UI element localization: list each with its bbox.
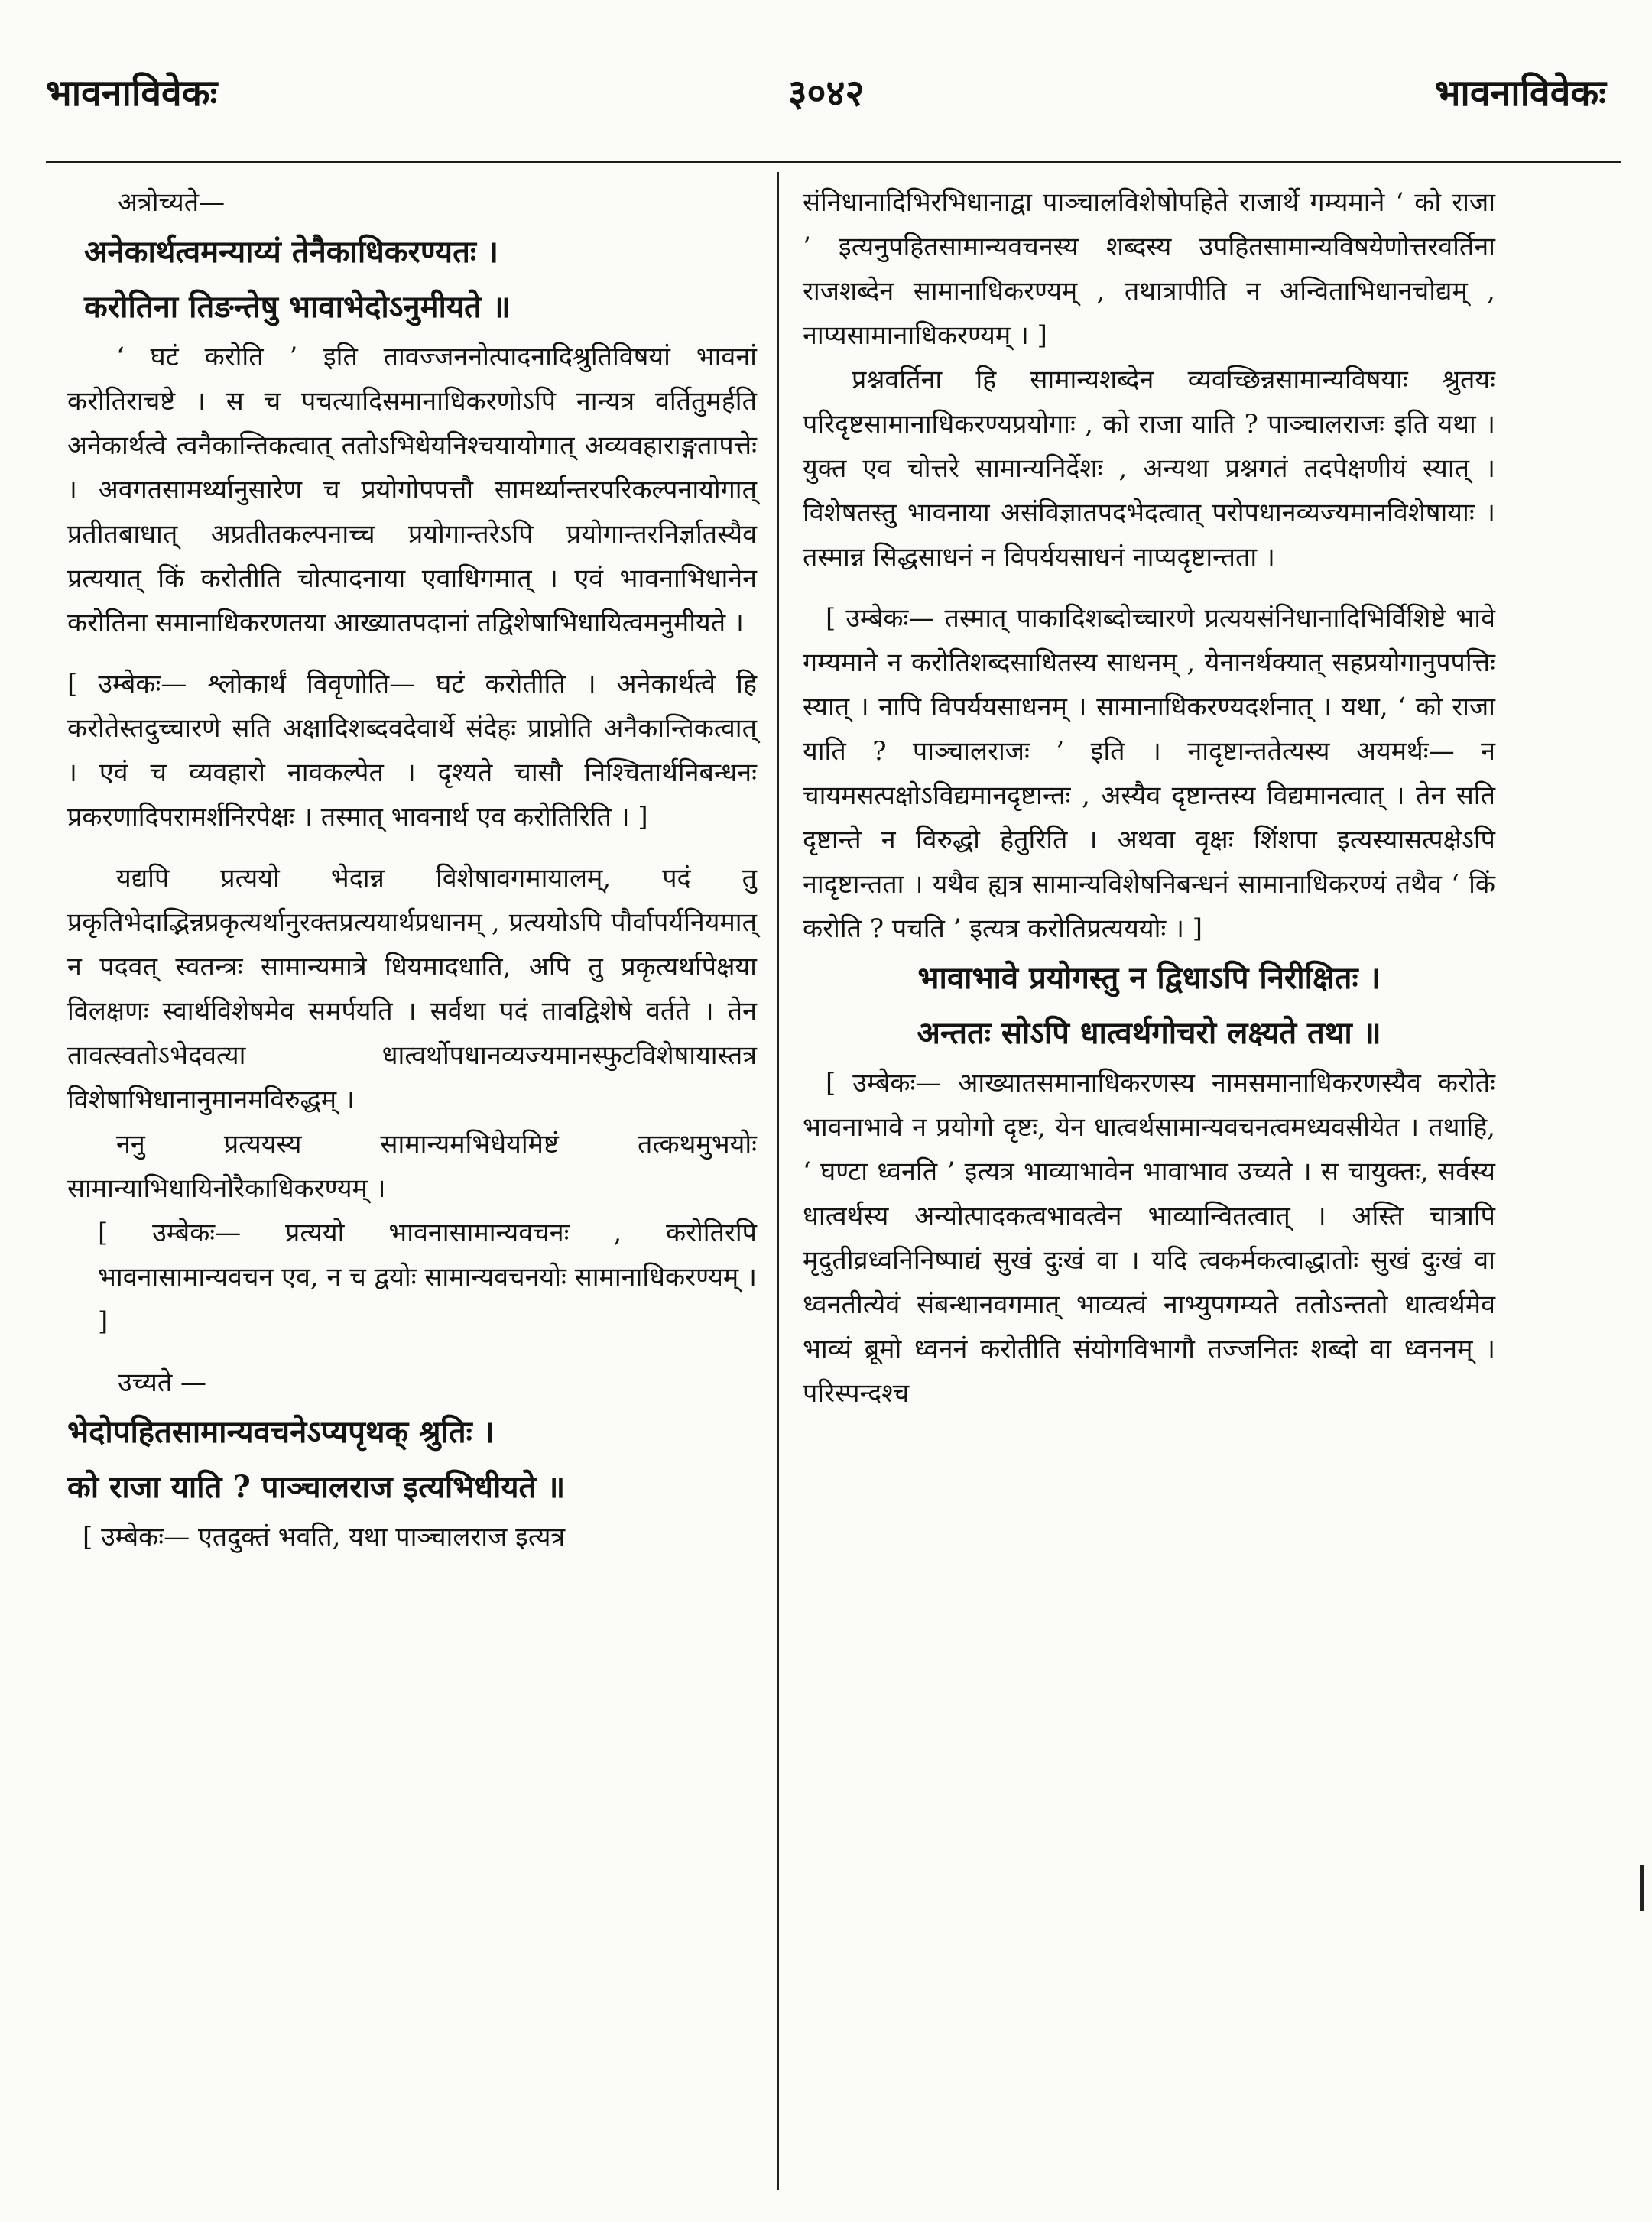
page-number: ३०४२ — [787, 72, 865, 115]
commentary-paragraph: [ उम्बेकः— श्लोकार्थं विवृणोति— घटं करोतीति । अनेकार्थत्वे हि करोतेस्तदुच्चारणे सति अक्षादिशब्दवदेवार्थे संदेहः प्राप्नोति अनैकान्तिकत्वात् । एवं च व्यवहारो नावकल्पेत । दृश्यते चासौ निश्चितार्थनिबन्धनः प्रकरणादिपरामर्शनिरपेक्षः । तस्मात् भावनार्थ एव करोतिरिति । ] — [67, 669, 757, 832]
body-paragraph: यद्यपि प्रत्ययो भेदान्न विशेषावगमायालम्, पदं तु प्रकृतिभेदाद्भिन्नप्रकृत्यर्थानुरक्तप्रत्ययार्थप्रधानम् , प्रत्ययोऽपि पौर्वापर्यनियमात् न पदवत् स्वतन्त्रः सामान्यमात्रे धियमादधाति, अपि तु प्रकृत्यर्थापेक्षया विलक्षणः स्वार्थविशेषमेव समर्पयति । सर्वथा पदं तावद्विशेषे वर्तते । तेन तावत्स्वतोऽभेदवत्या धात्वर्थोपधानव्यज्यमानस्फुटविशेषायास्तत्र विशेषाभिधानानुमानमविरुद्धम् । — [67, 863, 757, 1115]
running-head-left: भावनाविवेकः — [46, 72, 218, 115]
body-paragraph: संनिधानादिभिरभिधानाद्वा पाञ्चालविशेषोपहिते राजार्थे गम्यमाने ‘ को राजा ’ इत्यनुपहितसामान्यवचनस्य शब्दस्य उपहितसामान्यविषयेणोत्तरवर्तिना राजशब्देन सामानाधिकरण्यम् , तथात्रापीति न अन्विताभिधानचोद्यम् , नाप्यसामानाधिकरण्यम् । ] — [803, 187, 1495, 351]
left-column — [67, 180, 757, 1559]
column-divider — [777, 172, 779, 2190]
section-label: उच्यते — — [118, 1367, 207, 1398]
verse-line: को राजा याति ? पाञ्चालराज इत्यभिधीयते ॥ — [67, 1469, 566, 1505]
header-rule — [46, 161, 1621, 163]
commentary-paragraph: [ उम्बेकः— प्रत्ययो भावनासामान्यवचनः , करोतिरपि भावनासामान्यवचन एव, न च द्वयोः सामान्यवचनयोः सामानाधिकरण्यम् । ] — [98, 1218, 757, 1337]
verse-line: भेदोपहितसामान्यवचनेऽप्यपृथक् श्रुतिः । — [67, 1414, 495, 1450]
body-paragraph: प्रश्नवर्तिना हि सामान्यशब्देन व्यवच्छिन्नसामान्यविषयाः श्रुतयः परिदृष्टसामानाधिकरण्यप्रयोगाः , को राजा याति ? पाञ्चालराजः इति यथा । युक्त एव चोत्तरे सामान्यनिर्देशः , अन्यथा प्रश्नगतं तदपेक्षणीयं स्यात् । विशेषतस्तु भावनाया असंविज्ञातपदभेदत्वात् परोपधानव्यज्यमानविशेषायाः । तस्मान्न सिद्धसाधनं न विपर्ययसाधनं नाप्यदृष्टान्तता । — [803, 365, 1495, 573]
commentary-paragraph: [ उम्बेकः— तस्मात् पाकादिशब्दोच्चारणे प्रत्ययसंनिधानादिभिर्विशिष्टे भावे गम्यमाने न करोतिशब्दसाधितस्य साधनम् , येनानर्थक्यात् सहप्रयोगानुपपत्तिः स्यात् । नापि विपर्ययसाधनम् । सामानाधिकरण्यदर्शनात् । यथा, ‘ को राजा याति ? पाञ्चालराजः ’ इति । नादृष्टान्ततेत्यस्य अयमर्थः— न चायमसत्पक्षोऽविद्यमानदृष्टान्तः , अस्यैव दृष्टान्तस्य विद्यमानत्वात् । तेन सति दृष्टान्ते न विरुद्धो हेतुरिति । अथवा वृक्षः शिंशपा इत्यस्यासत्पक्षेऽपि नादृष्टान्तता । यथैव ह्यत्र सामान्यविशेषनिबन्धनं सामानाधिकरण्यं तथैव ‘ किं करोति ? पचति ’ इत्यत्र करोतिप्रत्यययोः । ] — [803, 603, 1495, 944]
verse-line: अनेकार्थत्वमन्याय्यं तेनैकाधिकरण्यतः । — [84, 234, 499, 270]
verse-line: करोतिना तिङन्तेषु भावाभेदोऽनुमीयते ॥ — [84, 289, 511, 325]
commentary-paragraph: [ उम्बेकः— आख्यातसमानाधिकरणस्य नामसमानाधिकरणस्यैव करोतेः भावनाभावे न प्रयोगो दृष्टः, येन धात्वर्थसामान्यवचनत्वमध्यवसीयेत । तथाहि, ‘ घण्टा ध्वनति ’ इत्यत्र भाव्याभावेन भावाभाव उच्यते । स चायुक्तः, सर्वस्य धात्वर्थस्य अन्योत्पादकत्वभावत्वेन भाव्यान्वितत्वात् । अस्ति चात्रापि मृदुतीव्रध्वनिनिष्पाद्यं सुखं दुःखं वा । यदि त्वकर्मकत्वाद्धातोः सुखं दुःखं वा ध्वनतीत्येवं संबन्धानवगमात् भाव्यत्वं नाभ्युपगम्यते ततोऽन्ततो धात्वर्थमेव भाव्यं ब्रूमो ध्वननं करोतीति संयोगविभागौ तज्जनितः शब्दो वा ध्वननम् । परिस्पन्दश्च — [803, 1068, 1495, 1409]
verse-line: अन्ततः सोऽपि धात्वर्थगोचरो लक्ष्यते तथा ॥ — [917, 1015, 1381, 1051]
verse-line: भावाभावे प्रयोगस्तु न द्विधाऽपि निरीक्षितः । — [917, 960, 1381, 996]
body-paragraph: ननु प्रत्ययस्य सामान्यमभिधेयमिष्टं तत्कथमुभयोः सामान्याभिधायिनोरैकाधिकरण्यम् । — [67, 1129, 757, 1204]
body-paragraph: ‘ घटं करोति ’ इति तावज्जननोत्पादनादिश्रुतिविषयां भावनां करोतिराचष्टे । स च पचत्यादिसमानाधिकरणोऽपि नान्यत्र वर्तितुमर्हति अनेकार्थत्वे त्वनैकान्तिकत्वात् ततोऽभिधेयनिश्चयायोगात् अव्यवहाराङ्गतापत्तेः । अवगतसामर्थ्यानुसारेण च प्रयोगोपपत्तौ सामर्थ्यान्तरपरिकल्पनायोगात् प्रतीतबाधात् अप्रतीतकल्पनाच्च प्रयोगान्तरेऽपि प्रयोगान्तरनिर्ज्ञातस्यैव प्रत्ययात् किं करोतीति चोत्पादनाया एवाधिगमात् । एवं भावनाभिधानेन करोतिना समानाधिकरणतया आख्यातपदानां तद्विशेषाभिधायित्वमनुमीयते । — [67, 342, 757, 638]
page-header — [31, 67, 1621, 136]
margin-mark — [1640, 1865, 1644, 1911]
running-head-right: भावनाविवेकः — [1434, 72, 1606, 115]
right-column — [803, 180, 1495, 1416]
section-label: अत्रोच्यते— — [118, 187, 226, 218]
commentary-paragraph: [ उम्बेकः— एतदुक्तं भवति, यथा पाञ्चालराज इत्यत्र — [83, 1522, 566, 1552]
